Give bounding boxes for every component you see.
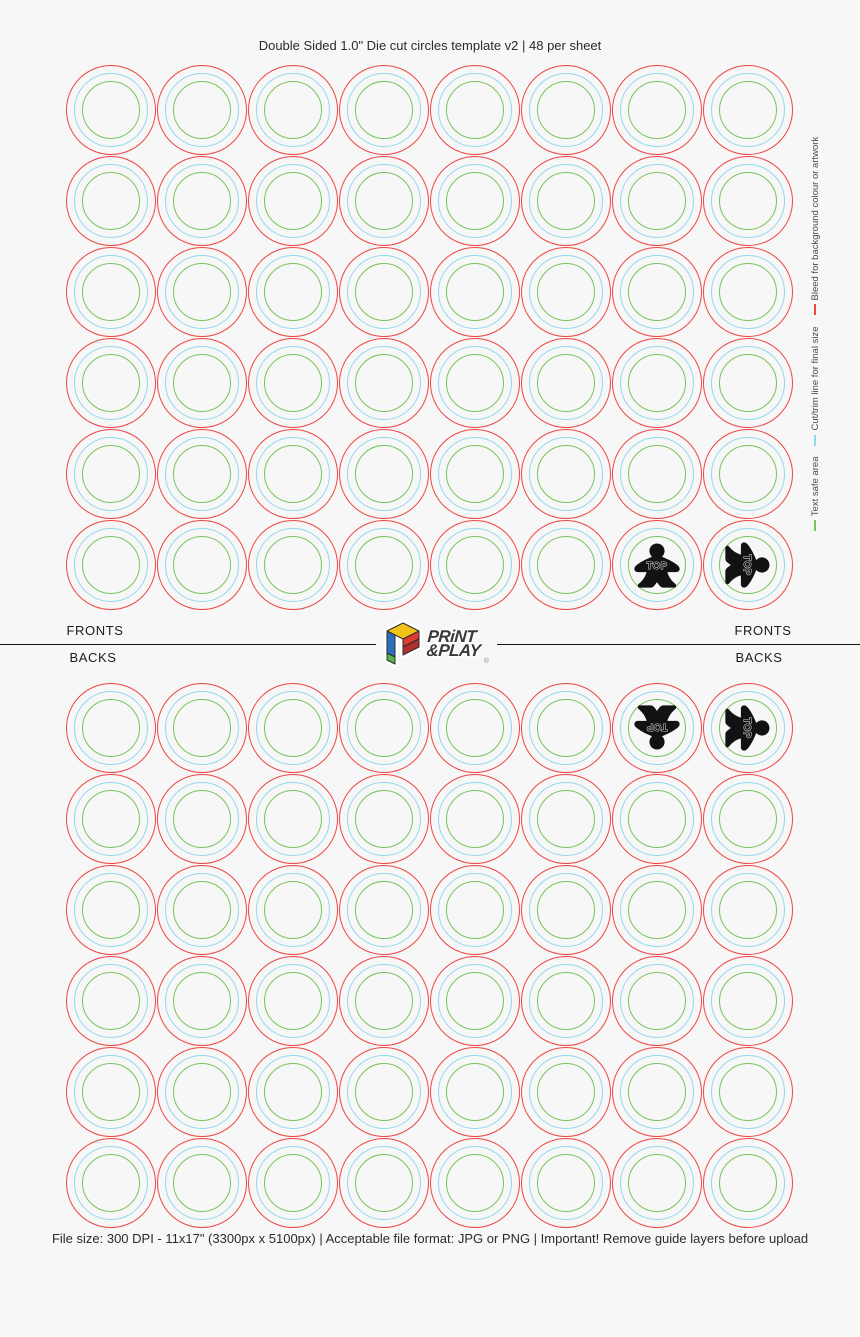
die-cut-circle [520,64,611,155]
safe-ring [719,972,777,1030]
die-cut-circle [520,864,611,955]
die-cut-circle [156,1046,247,1137]
svg-text:TOP: TOP [645,720,668,732]
safe-ring [264,1154,322,1212]
safe-ring [628,354,686,412]
legend-item [810,137,821,316]
die-cut-circle [156,1137,247,1228]
die-cut-circle [247,773,338,864]
safe-ring [264,81,322,139]
safe-ring [355,790,413,848]
die-cut-circle [247,955,338,1046]
die-cut-circle [65,155,156,246]
die-cut-circle [429,955,520,1046]
die-cut-circle [247,1137,338,1228]
safe-ring [537,699,595,757]
safe-ring [82,445,140,503]
die-cut-circle [520,1137,611,1228]
safe-ring [446,172,504,230]
die-cut-circle [429,246,520,337]
safe-ring [173,1063,231,1121]
safe-ring [719,81,777,139]
safe-ring [264,263,322,321]
safe-ring [82,972,140,1030]
safe-ring [446,699,504,757]
top-orientation-meeple-icon [632,703,682,753]
die-cut-circle [338,1046,429,1137]
safe-ring [82,699,140,757]
die-cut-circle [611,519,702,610]
fronts-grid [65,64,793,610]
die-cut-circle [156,337,247,428]
registered-trademark-symbol: ® [483,658,490,665]
die-cut-circle [156,519,247,610]
fronts-label-right: FRONTS [734,623,792,638]
die-cut-circle [65,1137,156,1228]
safe-ring [173,536,231,594]
safe-ring [628,1063,686,1121]
safe-ring [173,81,231,139]
safe-ring [173,699,231,757]
die-cut-circle [247,246,338,337]
die-cut-circle [338,955,429,1046]
safe-ring [628,81,686,139]
safe-ring [537,81,595,139]
safe-ring [355,536,413,594]
safe-ring [355,881,413,939]
top-orientation-meeple-icon [723,703,773,753]
die-cut-circle [65,428,156,519]
svg-text:TOP: TOP [740,553,752,576]
safe-ring [355,445,413,503]
die-cut-circle [65,64,156,155]
safe-ring [264,881,322,939]
legend [807,136,823,524]
die-cut-circle [247,864,338,955]
die-cut-circle [429,682,520,773]
die-cut-circle [520,428,611,519]
die-cut-circle [338,64,429,155]
die-cut-circle [520,1046,611,1137]
safe-ring [628,972,686,1030]
die-cut-circle [65,519,156,610]
legend-dash [814,305,816,316]
safe-ring [264,172,322,230]
die-cut-circle [338,337,429,428]
safe-ring [537,881,595,939]
safe-ring [355,354,413,412]
die-cut-circle [429,155,520,246]
safe-ring [719,354,777,412]
safe-ring [446,81,504,139]
footer-file-info: File size: 300 DPI - 11x17" (3300px x 5100px) | Acceptable file format: JPG or PNG | Important! Remove guide layers before upload [51,1231,809,1246]
die-cut-circle [429,337,520,428]
die-cut-circle [702,682,793,773]
die-cut-circle [429,1137,520,1228]
safe-ring [264,1063,322,1121]
svg-text:TOP: TOP [645,560,668,572]
safe-ring [82,536,140,594]
safe-ring [719,881,777,939]
safe-ring [264,790,322,848]
safe-ring [264,354,322,412]
safe-ring [264,972,322,1030]
safe-ring [355,263,413,321]
die-cut-circle [611,246,702,337]
die-cut-circle [338,864,429,955]
safe-ring [355,972,413,1030]
safe-ring [173,790,231,848]
top-orientation-meeple-icon [723,540,773,590]
die-cut-circle [338,155,429,246]
die-cut-circle [429,64,520,155]
die-cut-circle [520,337,611,428]
die-cut-circle [429,519,520,610]
safe-ring [537,172,595,230]
die-cut-circle [65,955,156,1046]
safe-ring [537,1154,595,1212]
die-cut-circle [702,1046,793,1137]
safe-ring [82,881,140,939]
safe-ring [173,445,231,503]
safe-ring [446,972,504,1030]
backs-label-left: BACKS [69,650,117,665]
die-cut-circle [65,337,156,428]
top-orientation-meeple-icon [632,540,682,590]
safe-ring [173,263,231,321]
safe-ring [537,354,595,412]
die-cut-circle [429,864,520,955]
safe-ring [719,1154,777,1212]
die-cut-circle [611,682,702,773]
safe-ring [537,1063,595,1121]
die-cut-circle [611,64,702,155]
logo-cube-icon [384,620,424,668]
safe-ring [82,1154,140,1212]
die-cut-circle [520,246,611,337]
die-cut-circle [429,428,520,519]
safe-ring [173,881,231,939]
die-cut-circle [520,519,611,610]
safe-ring [82,354,140,412]
safe-ring [264,536,322,594]
safe-ring [82,263,140,321]
die-cut-circle [702,64,793,155]
safe-ring [537,536,595,594]
legend-item [810,327,821,446]
die-cut-circle [520,682,611,773]
page-title: Double Sided 1.0" Die cut circles template v2 | 48 per sheet [258,38,602,53]
die-cut-circle [702,428,793,519]
logo-text-line2: &PLAY [425,641,482,660]
die-cut-circle [702,155,793,246]
die-cut-circle [156,246,247,337]
backs-grid [65,682,793,1228]
safe-ring [628,445,686,503]
die-cut-circle [611,955,702,1046]
safe-ring [628,172,686,230]
die-cut-circle [611,1046,702,1137]
safe-ring [719,790,777,848]
die-cut-circle [156,773,247,864]
die-cut-circle [429,1046,520,1137]
die-cut-circle [611,428,702,519]
safe-ring [355,1154,413,1212]
safe-ring [537,972,595,1030]
die-cut-circle [65,1046,156,1137]
die-cut-circle [702,864,793,955]
safe-ring [537,263,595,321]
safe-ring [446,1154,504,1212]
safe-ring [537,790,595,848]
safe-ring [264,445,322,503]
safe-ring [446,881,504,939]
safe-ring [446,354,504,412]
safe-ring [173,354,231,412]
die-cut-circle [611,155,702,246]
die-cut-circle [520,155,611,246]
printandplay-logo [376,615,497,673]
die-cut-circle [156,428,247,519]
legend-dash [814,435,816,446]
safe-ring [446,445,504,503]
backs-label-right: BACKS [735,650,783,665]
die-cut-circle [611,864,702,955]
fronts-label-left: FRONTS [66,623,124,638]
die-cut-circle [702,773,793,864]
die-cut-circle [338,1137,429,1228]
die-cut-circle [65,246,156,337]
safe-ring [82,81,140,139]
safe-ring [446,1063,504,1121]
die-cut-circle [611,1137,702,1228]
safe-ring [628,1154,686,1212]
die-cut-circle [65,773,156,864]
die-cut-circle [338,519,429,610]
safe-ring [719,445,777,503]
safe-ring [719,172,777,230]
die-cut-circle [702,246,793,337]
safe-ring [173,972,231,1030]
safe-ring [355,1063,413,1121]
safe-ring [719,1063,777,1121]
safe-ring [446,263,504,321]
die-cut-circle [702,955,793,1046]
die-cut-circle [338,246,429,337]
safe-ring [82,1063,140,1121]
die-cut-circle [65,682,156,773]
die-cut-circle [611,337,702,428]
safe-ring [628,790,686,848]
die-cut-circle [338,773,429,864]
legend-label: Bleed for background colour or artwork [809,136,821,301]
safe-ring [173,1154,231,1212]
safe-ring [82,790,140,848]
safe-ring [173,172,231,230]
die-cut-circle [338,428,429,519]
legend-item [810,457,821,532]
legend-label: Cut/trim line for final size [809,326,821,431]
safe-ring [264,699,322,757]
safe-ring [355,81,413,139]
die-cut-circle [156,155,247,246]
safe-ring [537,445,595,503]
die-cut-circle [156,682,247,773]
safe-ring [446,536,504,594]
safe-ring [628,263,686,321]
die-cut-circle [247,64,338,155]
safe-ring [355,699,413,757]
die-cut-circle [247,519,338,610]
safe-ring [719,263,777,321]
die-cut-circle [702,519,793,610]
die-cut-circle [338,682,429,773]
die-cut-circle [247,1046,338,1137]
die-cut-circle [520,955,611,1046]
die-cut-circle [156,955,247,1046]
die-cut-circle [65,864,156,955]
die-cut-circle [520,773,611,864]
logo-text-line1: PRiNT [426,627,477,646]
safe-ring [355,172,413,230]
die-cut-circle [156,864,247,955]
die-cut-circle [702,1137,793,1228]
safe-ring [628,881,686,939]
die-cut-circle [702,337,793,428]
svg-text:TOP: TOP [740,716,752,739]
die-cut-circle [247,682,338,773]
safe-ring [82,172,140,230]
safe-ring [446,790,504,848]
legend-label: Text safe area [809,456,821,517]
die-cut-circle [156,64,247,155]
die-cut-circle [247,428,338,519]
die-cut-circle [247,337,338,428]
legend-dash [814,520,816,531]
die-cut-circle [611,773,702,864]
die-cut-circle [247,155,338,246]
die-cut-circle [429,773,520,864]
